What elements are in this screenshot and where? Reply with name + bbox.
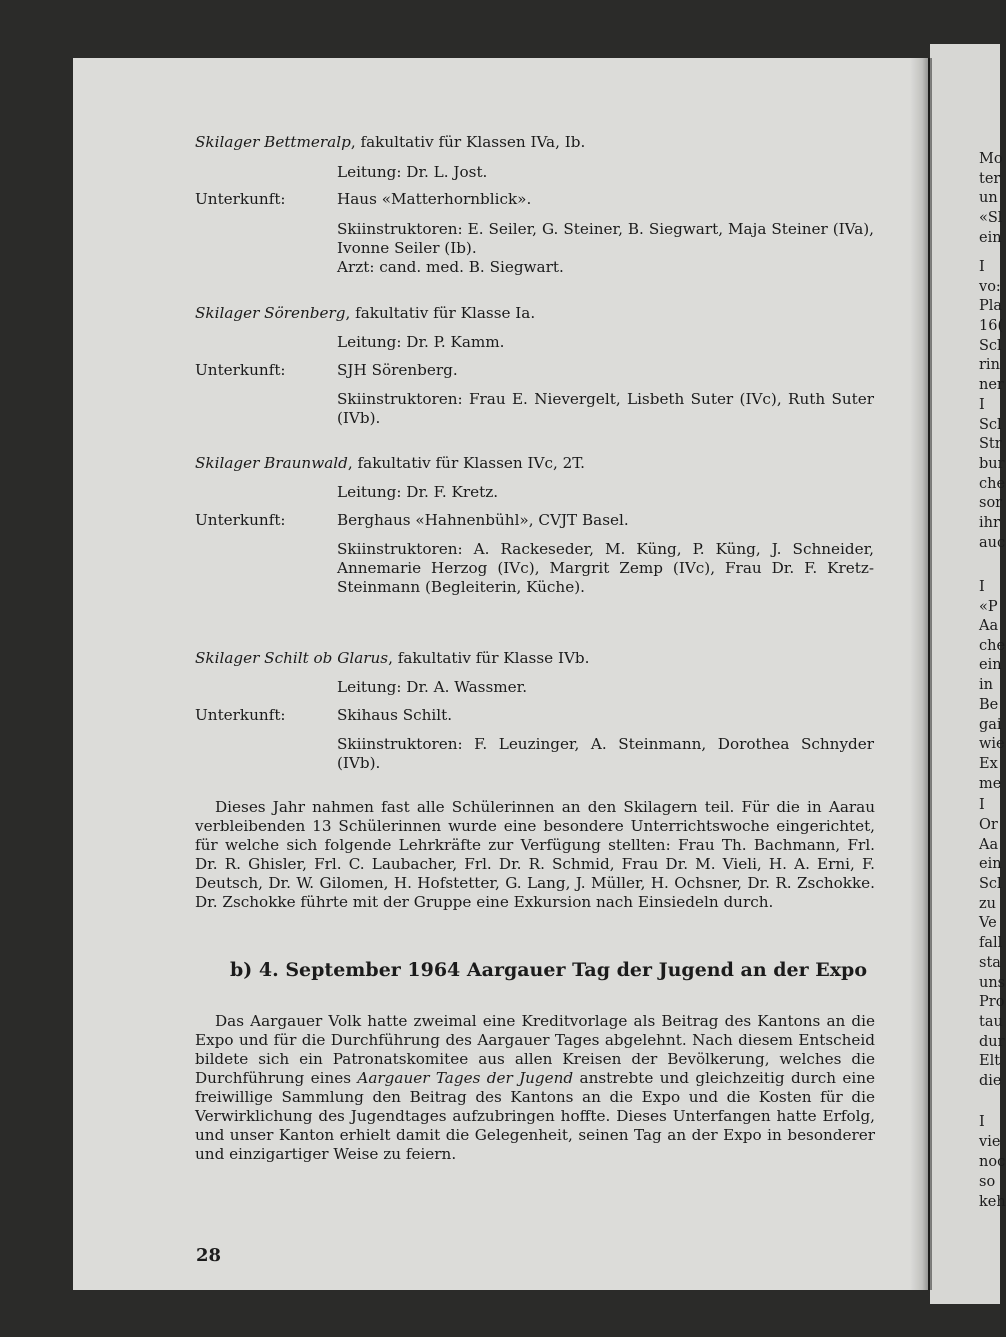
camp-unterkunft: Skihaus Schilt. — [337, 706, 453, 724]
unterkunft-label: Unterkunft: — [195, 361, 286, 379]
facing-page-fragment: zu — [979, 896, 996, 912]
page-number: 28 — [196, 1245, 222, 1266]
facing-page-fragment: bur — [979, 456, 1005, 472]
paragraph-italic: Aargauer Tages der Jugend — [357, 1069, 574, 1087]
facing-page-fragment: uns — [979, 975, 1006, 991]
camp-name: Skilager Sörenberg — [195, 304, 346, 322]
facing-page-fragment: Pro — [979, 994, 1005, 1010]
facing-page-fragment: in — [979, 677, 993, 693]
facing-page-fragment: sor — [979, 495, 1003, 511]
instruktoren-text: Skiinstruktoren: E. Seiler, G. Steiner, B. Siegwart, Maja Steiner (IVa), Ivonne Seiler (Ib). — [337, 220, 874, 257]
camp-name: Skilager Bettmeralp — [195, 133, 351, 151]
facing-page-fragment: Pla — [979, 298, 1003, 314]
facing-page-fragment: Scl — [979, 417, 1002, 433]
camp-instruktoren — [337, 220, 874, 277]
facing-page-fragment: che — [979, 476, 1006, 492]
camp-arzt: Arzt: cand. med. B. Siegwart. — [337, 258, 564, 276]
camp-leitung: Leitung: Dr. L. Jost. — [337, 163, 488, 181]
facing-page-fragment: ein — [979, 856, 1002, 872]
paragraph-unterrichtswoche: Dieses Jahr nahmen fast alle Schülerinnen an den Skilagern teil. Für die in Aarau verbleibenden 13 Schülerinnen wurde eine besondere Unterrichtswoche eingerichtet, für welche sich folgende Lehrkräfte zur Verfügung stellten: Frau Th. Bachmann, Frl. Dr. R. Ghisler, Frl. C. Laubacher, Frl. Dr. R. Schmid, Frau Dr. M. Vieli, H. A. Erni, F. Deutsch, Dr. W. Gilomen, H. Hofstetter, G. Lang, J. Müller, H. Ochsner, Dr. R. Zschokke. Dr. Zschokke führte mit der Gruppe eine Exkursion nach Einsiedeln durch. — [195, 798, 875, 911]
facing-page-fragment: Or — [979, 817, 998, 833]
facing-page-fragment: Ex — [979, 756, 998, 772]
section-heading: b) 4. September 1964 Aargauer Tag der Jugend an der Expo — [230, 959, 868, 981]
facing-page-fragment: ter — [979, 171, 1001, 187]
facing-page-fragment: che — [979, 638, 1006, 654]
facing-page-fragment: ihr — [979, 515, 1000, 531]
facing-page-fragment: ein — [979, 230, 1002, 246]
facing-page-fragment: Mo — [979, 151, 1003, 167]
facing-page-fragment: vie — [979, 1134, 1001, 1150]
facing-page-fragment: rin — [979, 357, 1000, 373]
camp-classes: , fakultativ für Klassen IVa, Ib. — [350, 133, 586, 151]
unterkunft-label: Unterkunft: — [195, 706, 286, 724]
facing-page-fragment: gai — [979, 717, 1002, 733]
camp-name: Skilager Braunwald — [195, 454, 348, 472]
unterkunft-label: Unterkunft: — [195, 511, 286, 529]
paragraph-text: Das Aargauer Volk hatte zweimal eine Kreditvorlage als Beitrag des Kantons an die Expo und für die Durchführung des Aargauer Tages abgelehnt. Nach diesem Entscheid bildete sich ein Patronatskomitee aus allen Kreisen der Bevölkerung, welches die Durchführung eines — [195, 1012, 875, 1087]
camp-instruktoren: Skiinstruktoren: Frau E. Nievergelt, Lisbeth Suter (IVc), Ruth Suter (IVb). — [337, 390, 874, 427]
unterkunft-label: Unterkunft: — [195, 190, 286, 208]
facing-page-fragment: I — [979, 579, 985, 595]
facing-page-fragment: ein — [979, 657, 1002, 673]
camp-leitung: Leitung: Dr. F. Kretz. — [337, 483, 499, 501]
facing-page-fragment: Aa — [979, 837, 999, 853]
camp-name: Skilager Schilt ob Glarus — [195, 649, 389, 667]
facing-page-fragment: Str — [979, 436, 1002, 452]
facing-page-fragment: Elt — [979, 1053, 1001, 1069]
facing-page-fragment: Be — [979, 697, 999, 713]
facing-page-fragment: Scl — [979, 876, 1002, 892]
camp-title — [195, 133, 585, 152]
page-gutter-shadow — [910, 58, 932, 1290]
facing-page-fragment: I — [979, 259, 985, 275]
facing-page-fragment: die — [979, 1073, 1002, 1089]
camp-classes: , fakultativ für Klasse IVb. — [388, 649, 590, 667]
facing-page-fragment: I — [979, 397, 985, 413]
facing-page-fragment: ner — [979, 377, 1004, 393]
facing-page-fragment: un — [979, 190, 998, 206]
camp-leitung: Leitung: Dr. P. Kamm. — [337, 333, 505, 351]
facing-page-fragment: wie — [979, 736, 1005, 752]
paragraph-expo — [195, 1012, 875, 1164]
camp-title — [195, 304, 535, 323]
facing-page-fragment: auc — [979, 535, 1006, 551]
camp-instruktoren: Skiinstruktoren: A. Rackeseder, M. Küng, P. Küng, J. Schneider, Annemarie Herzog (IVc), Margrit Zemp (IVc), Frau Dr. F. Kretz-Steinmann (Begleiterin, Küche). — [337, 540, 874, 596]
facing-page-fragment: so — [979, 1174, 996, 1190]
facing-page — [930, 44, 1006, 1304]
facing-page-fragment: I — [979, 797, 985, 813]
camp-unterkunft: SJH Sörenberg. — [337, 361, 458, 379]
camp-classes: , fakultativ für Klassen IVc, 2T. — [347, 454, 586, 472]
camp-unterkunft: Berghaus «Hahnenbühl», CVJT Basel. — [337, 511, 629, 529]
facing-page-fragment: dur — [979, 1034, 1005, 1050]
facing-page-fragment: «P — [979, 599, 998, 615]
camp-title — [195, 649, 589, 668]
facing-page-fragment: Ve — [979, 915, 997, 931]
facing-page-fragment: me — [979, 776, 1002, 792]
facing-page-fragment: Scl — [979, 338, 1002, 354]
facing-page-fragment: «Sl — [979, 210, 1003, 226]
paragraph-text: anstrebte und gleichzeitig durch eine freiwillige Sammlung den Beitrag des Kantons an die Expo und die Kosten für die Verwirklichung des Jugendtages aufzubringen hoffte. Dieses Unterfangen hatte Erfolg, und unser Kanton erhielt damit die Gelegenheit, seinen Tag an der Expo in besonderer und einzigartiger Weise zu feiern. — [195, 1069, 875, 1163]
facing-page-fragment: I — [979, 1114, 985, 1130]
camp-title — [195, 454, 585, 473]
facing-page-fragment: noc — [979, 1154, 1006, 1170]
facing-page-fragment: fall — [979, 935, 1003, 951]
camp-leitung: Leitung: Dr. A. Wassmer. — [337, 678, 528, 696]
facing-page-fragment: Aa — [979, 618, 999, 634]
camp-instruktoren: Skiinstruktoren: F. Leuzinger, A. Steinmann, Dorothea Schnyder (IVb). — [337, 735, 874, 772]
facing-page-fragment: sta — [979, 955, 1001, 971]
camp-classes: , fakultativ für Klasse Ia. — [345, 304, 536, 322]
facing-page-fragment: 16( — [979, 318, 1004, 334]
facing-page-fragment: vo: — [979, 279, 1001, 295]
camp-unterkunft: Haus «Matterhornblick». — [337, 190, 532, 208]
facing-page-fragment: tau — [979, 1014, 1003, 1030]
facing-page-fragment: keh — [979, 1194, 1006, 1210]
